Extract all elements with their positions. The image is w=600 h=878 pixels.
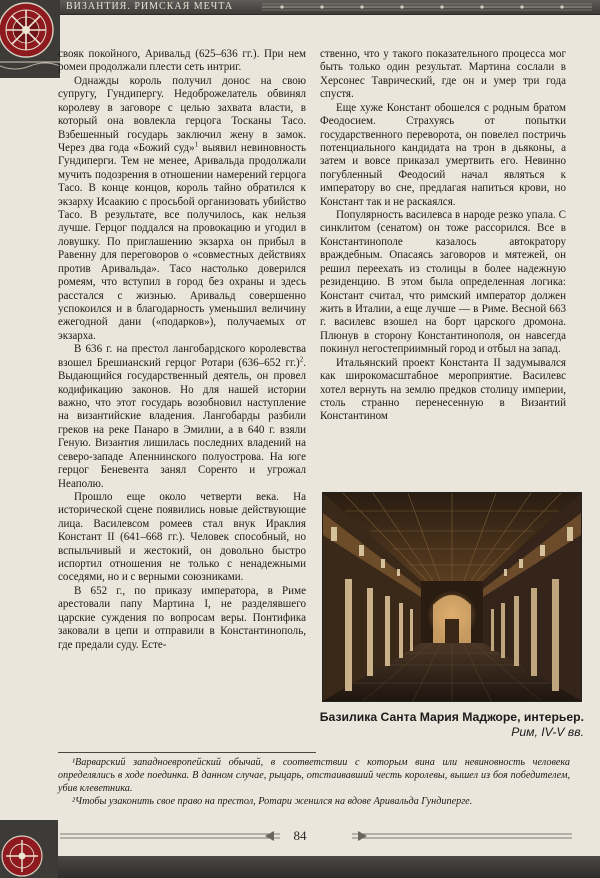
paragraph: свояк покойного, Аривальд (625–636 гг.). При нем ромеи продолжали плести сеть интриг. (58, 48, 306, 74)
paragraph: Популярность василевса в народе резко упала. С синклитом (сенатом) он тоже рассорился. Все в Константинополе казалось автократору враждебным. Опасаясь заговоров и мятежей, он решил переехать из столицы в более надежную резиденцию. В этом была определенная логика: Констант считал, что римский император должен жить в Италии, а еще лучше — в Риме. Весной 663 г. василевс взошел на борт царского дромона. Плюнув в сторону Константинополя, он навсегда покинул негостеприимный город и отбыл на запад. (320, 209, 566, 356)
figure-caption (318, 710, 584, 740)
paragraph: ственно, что у такого показательного процесса мог быть только один результат. Мартина сослали в Херсонес Таврический, где он и умер три года спустя. (320, 48, 566, 101)
corner-ornament-icon (0, 820, 58, 878)
left-text-column (58, 48, 306, 652)
footnote: ²Чтобы узаконить свое право на престол, Ротари женился на вдове Аривальда Гундиперге. (72, 795, 473, 807)
caption-title: Базилика Санта Мария Маджоре, интерьер. (319, 710, 584, 724)
paragraph: Однажды король получил донос на свою супругу, Гундипергу. Недоброжелатель обвинял королеву в заговоре с целью захвата власти, в который она вовлекла герцога Тосканы Тасо. Взбешенный государь заключил жену в замок. Через два года «Божий суд»$^1$ выявил невиновность Гундиперги. Тем не менее, Аривальда продолжали мучить подозрения в отношении намерений герцога Тасо. В конце концов, король тайно обратился к экзарху Исаакию с просьбой организовать убийство Тасо. В результате, все получилось, как нельзя лучше. Герцог поддался на провокацию и угодил в ловушку. По приглашению экзарха он прибыл в Равенну для переговоров о «совместных действиях против Аривальда». Тасо настолько доверился ромеям, что вступил в город без охраны и здесь расстался с жизнью. Аривальд совершенно успокоился и в благодарность уменьшил величину ежегодной дани («подарков»), получаемых от экзарха. (58, 74, 306, 342)
running-title: ВИЗАНТИЯ. РИМСКАЯ МЕЧТА (66, 1, 234, 12)
footnotes (58, 757, 570, 809)
caption-place-date: Рим, IV-V вв. (511, 725, 584, 739)
footnote-ref: 1 (194, 140, 199, 149)
basilica-interior-photo (322, 492, 582, 702)
paragraph: Еще хуже Констант обошелся с родным братом Феодосием. Страхуясь от попытки государственного переворота, он повелел постричь потенциального кандидата на трон в дьяконы, а затем и вовсе приказал умертвить его. Невинно погубленный Феодосий начал являться к императору во сне, предлагая напиться крови, но Констант так и не раскаялся. (320, 101, 566, 208)
footer-band (0, 856, 600, 878)
header-ornament (262, 2, 592, 12)
paragraph: В 636 г. на престол лангобардского королевства взошел Брешианский герцог Ротари (636–652 гг.)$^2$. Выдающийся государственный деятель, он провел кодификацию законов. Но для нашей истории важно, что этот государь возобновил наступление на византийские владения. Лангобарды разбили греков на реке Панаро в Эмилии, а в 640 г. взяли Геную. Византия лишилась последних владений на северо-западе Апеннинского полуострова. На юге герцог Беневента занял Соренто и угрожал Неаполю. (58, 343, 306, 490)
paragraph: Итальянский проект Константа II задумывался как широкомасштабное мероприятие. Василевс хотел вернуть на землю предков столицу империи, столь странно перенесенную в Византий Константином (320, 356, 566, 423)
ornamental-medallion-icon (0, 0, 60, 78)
page-number: 84 (293, 828, 307, 843)
footnote-divider (58, 752, 316, 753)
paragraph: Прошло еще около четверти века. На исторической сцене появились новые действующие лица. Василевсом ромеев стал внук Ираклия Констант II (641–668 гг.). Человек способный, но вспыльчивый и жестокий, он довольно быстро испортил отношения не только с ненадежными соседями, но и с верными союзниками. (58, 490, 306, 584)
paragraph: В 652 г., по приказу императора, в Риме арестовали папу Мартина I, не разделявшего царские суждения по вопросам веры. Понтифика заковали в цепи и отправили в Константинополь, где предали суду. Есте- (58, 584, 306, 651)
footnote-ref: 2 (299, 355, 304, 364)
right-text-column (320, 48, 566, 424)
footnote: ¹Варварский западноевропейский обычай, в соответствии с которым вина или невиновность человека определялись в ходе поединка. В данном случае, рыцарь, отстаивавший честь королевы, вышел из боя победителем, убив клеветника. (58, 757, 570, 794)
